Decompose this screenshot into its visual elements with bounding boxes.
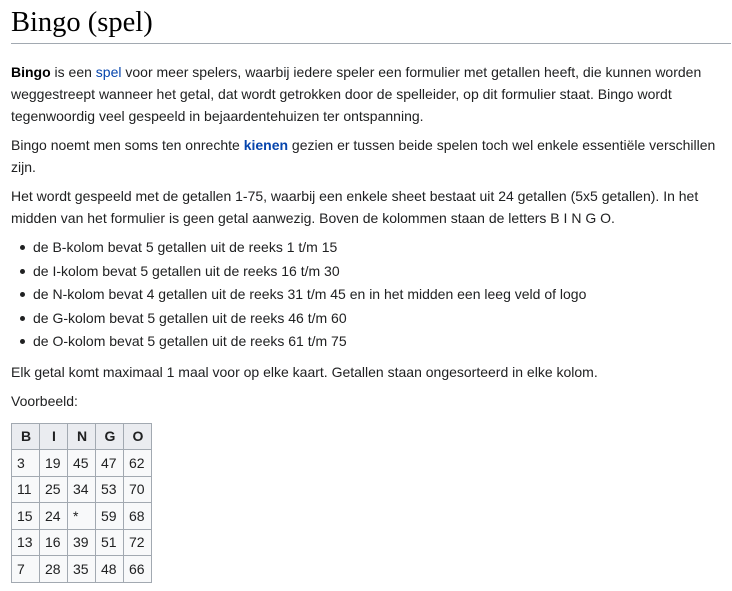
table-cell: 53 [96,476,124,503]
column-rules-list [11,236,731,354]
article [11,0,731,583]
bingo-card-table [11,423,152,583]
column-header: G [96,423,124,450]
para2-text-1: Bingo noemt men soms ten onrechte [11,137,244,153]
table-cell: 59 [96,503,124,530]
table-header-row [12,423,152,450]
intro-paragraph [11,61,731,127]
list-item: de G-kolom bevat 5 getallen uit de reeks 46 t/m 60 [33,307,731,331]
table-row [12,476,152,503]
table-cell: 11 [12,476,40,503]
table-cell: 47 [96,450,124,477]
table-cell: 7 [12,556,40,583]
table-cell: 3 [12,450,40,477]
table-cell: 45 [68,450,96,477]
intro-text-1: is een [50,64,96,80]
paragraph-rules: Het wordt gespeeld met de getallen 1-75, waarbij een enkele sheet bestaat uit 24 getallen (5x5 getallen). In het midden van het formulier is geen getal aanwezig. Boven de kolommen staan de letters B I N G O. [11,188,699,226]
table-row [12,556,152,583]
column-header: N [68,423,96,450]
table-cell: 28 [40,556,68,583]
column-header: B [12,423,40,450]
table-cell: 19 [40,450,68,477]
table-cell: 68 [124,503,152,530]
list-item: de O-kolom bevat 5 getallen uit de reeks 61 t/m 75 [33,330,731,354]
bold-term: Bingo [11,64,51,80]
paragraph-kienen [11,134,731,178]
table-cell: 39 [68,529,96,556]
table-cell: 62 [124,450,152,477]
table-cell: 13 [12,529,40,556]
table-cell: * [68,503,96,530]
list-item: de I-kolom bevat 5 getallen uit de reeks 16 t/m 30 [33,260,731,284]
table-row [12,503,152,530]
paragraph-unique: Elk getal komt maximaal 1 maal voor op elke kaart. Getallen staan ongesorteerd in elke kolom. [11,363,598,380]
page-title: Bingo (spel) [11,6,731,44]
list-item: de N-kolom bevat 4 getallen uit de reeks 31 t/m 45 en in het midden een leeg veld of logo [33,283,731,307]
example-label: Voorbeeld: [11,392,78,409]
column-header: O [124,423,152,450]
column-header: I [40,423,68,450]
table-cell: 25 [40,476,68,503]
table-cell: 66 [124,556,152,583]
table-cell: 72 [124,529,152,556]
table-cell: 15 [12,503,40,530]
para2-text-2: gezien er tussen beide spelen toch wel enkele essentiële verschillen zijn. [11,137,716,175]
table-row [12,529,152,556]
link-spel[interactable]: spel [95,64,122,80]
table-cell: 35 [68,556,96,583]
table-cell: 34 [68,476,96,503]
table-cell: 51 [96,529,124,556]
link-kienen[interactable]: kienen [243,137,289,153]
intro-text-2: voor meer spelers, waarbij iedere speler een formulier met getallen heeft, die kunnen worden weggestreept wanneer het getal, dat wordt getrokken door de spelleider, op dit formulier staat. Bingo wordt tegenwoordig veel gespeeld in bejaardentehuizen ter ontspanning. [11,64,702,124]
table-cell: 24 [40,503,68,530]
table-cell: 16 [40,529,68,556]
table-row [12,450,152,477]
table-cell: 48 [96,556,124,583]
table-cell: 70 [124,476,152,503]
list-item: de B-kolom bevat 5 getallen uit de reeks 1 t/m 15 [33,236,731,260]
